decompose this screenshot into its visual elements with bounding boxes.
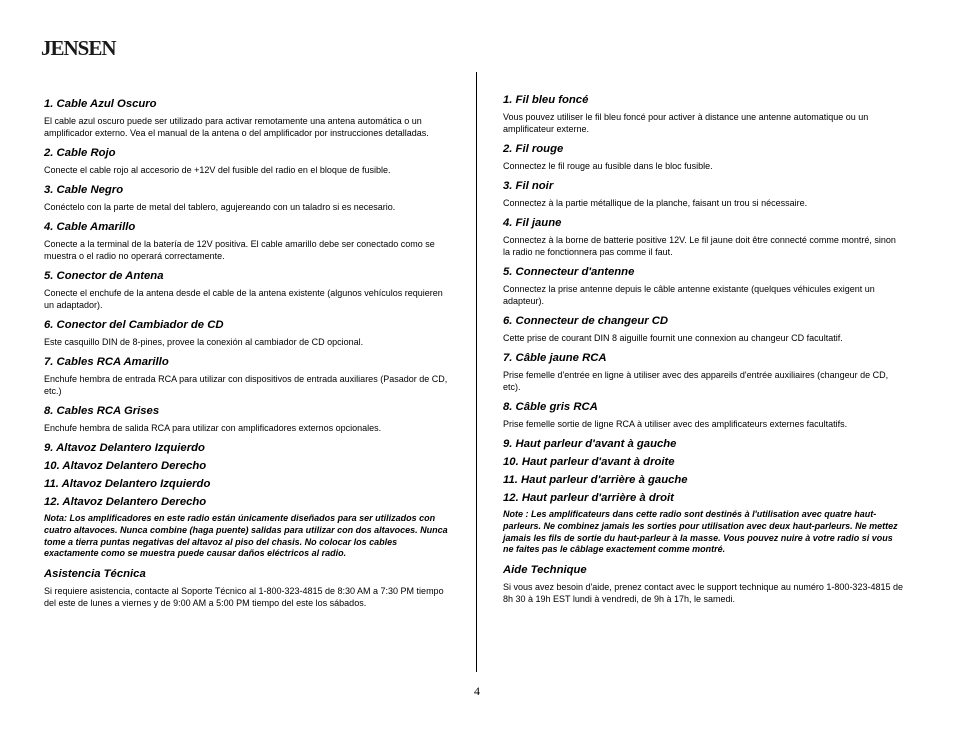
section-cable-amarillo [44, 220, 454, 262]
column-divider [476, 72, 477, 672]
section-title: 6. Connecteur de changeur CD [503, 315, 669, 327]
section-fil-rouge [503, 142, 903, 172]
section-connecteur-antenne [503, 265, 903, 307]
speaker-heading: 12. Altavoz Delantero Derecho [44, 496, 207, 508]
section-title: 5. Connecteur d'antenne [503, 266, 635, 278]
section-title: 5. Conector de Antena [44, 270, 164, 282]
section-support [503, 563, 903, 605]
section-body: Conéctelo con la parte de metal del tablero, agujereando con un taladro si es necesario. [44, 202, 396, 212]
section-title: 8. Cables RCA Grises [44, 405, 160, 417]
page-number: 4 [474, 684, 480, 698]
section-title: 2. Fil rouge [503, 143, 564, 155]
section-title: 4. Cable Amarillo [44, 221, 136, 233]
section-body: Si vous avez besoin d'aide, prenez contact avec le support technique au numéro 1-800-323-4815 de 8h 30 à 19h EST lundi à vendredi, de 9h à 17h, le samedi. [503, 582, 903, 605]
speaker-heading: 10. Haut parleur d'avant à droite [503, 456, 675, 468]
spanish-column [44, 97, 454, 616]
section-title: 1. Fil bleu foncé [503, 94, 589, 106]
section-title: 3. Cable Negro [44, 184, 124, 196]
speaker-heading: 9. Haut parleur d'avant à gauche [503, 438, 677, 450]
speaker-heading: 10. Altavoz Delantero Derecho [44, 460, 207, 472]
speaker-heading: 11. Haut parleur d'arrière à gauche [503, 474, 688, 486]
section-body: Prise femelle sortie de ligne RCA à utiliser avec des amplificateurs externes facultatifs. [503, 419, 848, 429]
section-body: Connectez à la partie métallique de la planche, faisant un trou si nécessaire. [503, 198, 808, 208]
section-cable-rojo [44, 146, 454, 176]
amplifier-note: Nota: Los amplificadores en este radio están únicamente diseñados para ser utilizados con cuatro altavoces. Nunca combine (haga puente) salidas para utilizar con dos altavoces. Nunca tome a tierra puntas negativas del altavoz al piso del chasis. No colocar los cables exactamente como se muestra puede causar daños eléctricos al radio. [44, 513, 448, 559]
section-cables-rca-amarillo [44, 355, 454, 397]
section-cable-azul-oscuro [44, 97, 454, 139]
section-body: Conecte el cable rojo al accesorio de +12V del fusible del radio en el bloque de fusible. [44, 165, 391, 175]
section-body: Prise femelle d'entrée en ligne à utiliser avec des appareils d'entrée auxiliaires (changeur de CD, etc). [503, 370, 889, 392]
section-body: Conecte el enchufe de la antena desde el cable de la antena existente (algunos vehículos requieren un adaptador). [44, 288, 443, 310]
section-title: Asistencia Técnica [44, 568, 146, 581]
speaker-heading: 12. Haut parleur d'arrière à droit [503, 492, 674, 504]
french-column [503, 93, 903, 612]
section-title: 7. Cables RCA Amarillo [44, 356, 169, 368]
section-connecteur-changeur-cd [503, 314, 903, 344]
speaker-heading: 9. Altavoz Delantero Izquierdo [44, 442, 205, 454]
section-title: 2. Cable Rojo [44, 147, 116, 159]
speaker-heading: 11. Altavoz Delantero Izquierdo [44, 478, 211, 490]
section-cables-rca-grises [44, 404, 454, 434]
section-conector-antena [44, 269, 454, 311]
section-body: Cette prise de courant DIN 8 aiguille fournit une connexion au changeur CD facultatif. [503, 333, 843, 343]
section-title: 6. Conector del Cambiador de CD [44, 319, 224, 331]
section-fil-bleu-fonce [503, 93, 903, 135]
section-title: Aide Technique [503, 564, 587, 577]
section-body: Connectez la prise antenne depuis le câble antenne existante (quelques véhicules exigent un adapteur). [503, 284, 875, 306]
section-fil-jaune [503, 216, 903, 258]
section-body: El cable azul oscuro puede ser utilizado para activar remotamente una antena automática o un amplificador externo. Vea el manual de la antena o del amplificador por instrucciones detalladas. [44, 116, 429, 138]
section-support [44, 567, 454, 609]
section-body: Connectez le fil rouge au fusible dans le bloc fusible. [503, 161, 713, 171]
section-body: Enchufe hembra de entrada RCA para utilizar con dispositivos de entrada auxiliares (Pasador de CD, etc.) [44, 374, 448, 396]
section-title: 4. Fil jaune [503, 217, 562, 229]
section-fil-noir [503, 179, 903, 209]
section-cable-negro [44, 183, 454, 213]
section-title: 8. Câble gris RCA [503, 401, 598, 413]
section-body: Connectez à la borne de batterie positive 12V. Le fil jaune doit être connecté comme montré, sinon la radio ne fonctionnera pas comme il faut. [503, 235, 896, 257]
section-body: Este casquillo DIN de 8-pines, provee la conexión al cambiador de CD opcional. [44, 337, 364, 347]
section-body: Si requiere asistencia, contacte al Soporte Técnico al 1-800-323-4815 de 8:30 AM a 7:30 PM tiempo del este de lunes a viernes y de 9:00 AM a 5:00 PM tiempo del este los sábados. [44, 586, 444, 609]
section-body: Enchufe hembra de salida RCA para utilizar con amplificadores externos opcionales. [44, 423, 382, 433]
section-conector-cambiador-cd [44, 318, 454, 348]
amplifier-note: Note : Les amplificateurs dans cette radio sont destinés à l'utilisation avec quatre haut-parleurs. Ne combinez jamais les sorties pour utilisation avec deux haut-parleurs. Ne mettez jamais les fils de sortie du haut-parleur à la masse. Vous pouvez nuire à votre radio si vous ne faites pas le câblage exactement comme montré. [503, 509, 898, 555]
section-title: 7. Câble jaune RCA [503, 352, 607, 364]
section-body: Conecte a la terminal de la batería de 12V positiva. El cable amarillo debe ser conectado como se muestra o el radio no operará correctamente. [44, 239, 435, 261]
section-body: Vous pouvez utiliser le fil bleu foncé pour activer à distance une antenne automatique ou un amplificateur externe. [503, 112, 869, 134]
section-title: 1. Cable Azul Oscuro [44, 98, 157, 110]
section-title: 3. Fil noir [503, 180, 554, 192]
section-cable-gris-rca [503, 400, 903, 430]
jensen-logo: JENSEN [41, 36, 116, 60]
section-cable-jaune-rca [503, 351, 903, 393]
